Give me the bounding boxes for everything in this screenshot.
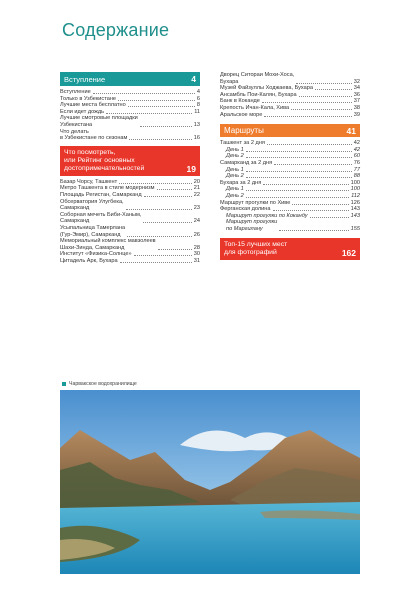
toc-entry-title: Обсерватория Улугбека, Самарканд (60, 198, 124, 212)
dot-leader (140, 126, 192, 127)
toc-entry-title: Ферганская долина (220, 206, 271, 213)
dot-leader (93, 93, 195, 94)
section-page-number: 41 (346, 125, 356, 136)
dot-leader (129, 139, 191, 140)
toc-entry-page: 11 (194, 108, 200, 115)
toc-entry-title: Банк в Коканде (220, 98, 260, 105)
toc-entry-page: 143 (350, 206, 360, 213)
toc-entry-title: Крепость Ичан-Кала, Хива (220, 104, 290, 111)
toc-entry-page: 100 (350, 186, 360, 193)
toc-section-sights-header[interactable] (60, 146, 200, 176)
toc-entry-title: Маршрут прогулки по Коканду (226, 212, 308, 219)
dot-leader (267, 144, 352, 145)
toc-entry-list (60, 179, 200, 265)
dot-leader (246, 151, 352, 152)
dot-leader (296, 83, 352, 84)
toc-entry-title: Базар Чорсу, Ташкент (60, 178, 118, 185)
toc-entry-page: 39 (353, 111, 360, 118)
toc-entry-page: 42 (353, 140, 360, 147)
toc-entry[interactable] (60, 89, 200, 96)
toc-section-intro-header[interactable] (60, 72, 200, 86)
toc-entry-page: 77 (353, 166, 360, 173)
section-title: Маршруты (224, 126, 264, 136)
dot-leader (246, 190, 349, 191)
toc-entry-page: 6 (196, 95, 200, 102)
toc-entry-page: 26 (193, 231, 200, 238)
toc-entry[interactable] (60, 199, 200, 212)
toc-entry-page: 22 (193, 191, 200, 198)
toc-entry-title: Маршрут прогулки по Хиве (220, 199, 291, 206)
toc-entry[interactable] (60, 225, 200, 238)
toc-entry-title: Музей Файзуллы Ходжаева, Бухара (220, 85, 314, 92)
toc-entry[interactable] (60, 212, 200, 225)
toc-entry[interactable] (220, 153, 360, 160)
toc-entry-page: 60 (353, 153, 360, 160)
toc-entry[interactable] (60, 102, 200, 109)
section-title: Топ-15 лучших мест для фотографий (224, 241, 288, 257)
toc-entry[interactable] (220, 180, 360, 187)
toc-entry-title: Маршрут прогулки по Маргилану (226, 219, 278, 232)
toc-entry-page: 112 (351, 192, 360, 199)
toc-entry-title: День 1 (226, 146, 244, 153)
toc-entry-page: 100 (350, 179, 360, 186)
dot-leader (128, 106, 195, 107)
dot-leader (274, 164, 352, 165)
dot-leader (299, 96, 352, 97)
toc-entry-page: 126 (350, 199, 360, 206)
toc-section-photo-spots-header[interactable] (220, 238, 360, 260)
toc-entry[interactable] (220, 173, 360, 180)
toc-entry-list (60, 89, 200, 142)
toc-entry-title: Если идет дождь (60, 108, 105, 115)
section-title: Что посмотреть, или Рейтинг основных достопримечательностей (64, 148, 145, 172)
page-title: Содержание (62, 20, 170, 40)
toc-entry-page: 31 (193, 257, 200, 264)
section-page-number: 162 (341, 248, 356, 259)
dot-leader (126, 209, 192, 210)
toc-entry-page: 37 (353, 98, 360, 105)
toc-entry[interactable] (220, 200, 360, 207)
toc-entry-list (220, 140, 360, 232)
toc-entry[interactable] (220, 167, 360, 174)
photo-caption-text: Чарвакское водохранилище (69, 381, 137, 387)
toc-entry[interactable] (220, 85, 360, 92)
toc-entry-page: 16 (193, 135, 200, 142)
toc-entry-title: Институт «Физика-Солнце» (60, 251, 132, 258)
toc-entry-title: Бухара за 2 дня (220, 179, 262, 186)
toc-entry[interactable] (60, 115, 200, 128)
toc-entry-title: Усыпальница Тамерлана (Гур-Эмир), Самарканд (60, 224, 126, 238)
toc-entry-title: День 2 (226, 192, 244, 199)
dot-leader (127, 236, 192, 237)
toc-entry-page: 42 (353, 146, 360, 153)
section-title: Вступление (64, 74, 106, 84)
reservoir-photo (60, 390, 360, 574)
toc-entry-title: Аральское море (220, 111, 263, 118)
toc-entry[interactable] (220, 186, 360, 193)
toc-entry[interactable] (220, 105, 360, 112)
dot-leader (279, 230, 348, 231)
dot-leader (143, 222, 191, 223)
toc-entry[interactable] (220, 112, 360, 119)
dot-leader (246, 177, 352, 178)
toc-entry[interactable] (220, 206, 360, 213)
toc-entry[interactable] (60, 96, 200, 103)
toc-entry[interactable] (220, 193, 360, 200)
dot-leader (134, 255, 192, 256)
toc-section-routes-header[interactable] (220, 124, 360, 137)
toc-entry-title: Соборная мечеть Биби-Ханым, Самарканд (60, 211, 142, 225)
dot-leader (157, 189, 192, 190)
dot-leader (246, 197, 349, 198)
toc-entry-title: Самарканд за 2 дня (220, 159, 273, 166)
dot-leader (292, 204, 348, 205)
toc-entry[interactable] (220, 92, 360, 99)
toc-entry[interactable] (60, 185, 200, 192)
dot-leader (246, 171, 352, 172)
dot-leader (246, 157, 352, 158)
toc-entry-title: Только в Узбекистане (60, 95, 117, 102)
toc-entry[interactable] (220, 98, 360, 105)
toc-entry-page: 38 (353, 104, 360, 111)
toc-entry-page: 13 (193, 121, 200, 128)
dot-leader (310, 217, 349, 218)
toc-entry-page: 4 (196, 89, 200, 95)
toc-entry-page: 20 (193, 178, 200, 185)
toc-entry-title: День 1 (226, 166, 244, 173)
photo-caption (62, 381, 137, 387)
toc-entry-page: 34 (353, 85, 360, 92)
toc-entry-page: 28 (193, 244, 200, 251)
toc-entry[interactable] (220, 72, 360, 85)
section-page-number: 4 (191, 74, 196, 84)
dot-leader (158, 249, 192, 250)
toc-entry-title: Ташкент за 2 дня (220, 140, 265, 147)
toc-entry-page: 21 (193, 185, 200, 192)
toc-entry-page: 155 (350, 225, 360, 232)
toc-right-column (220, 72, 360, 260)
dot-leader (264, 116, 351, 117)
dot-leader (106, 113, 192, 114)
toc-entry-page: 23 (193, 205, 200, 212)
toc-entry[interactable] (220, 213, 360, 220)
toc-entry-title: День 1 (226, 186, 244, 193)
toc-entry[interactable] (60, 179, 200, 186)
toc-entry-title: День 2 (226, 173, 244, 180)
toc-entry-title: Лучшие места бесплатно (60, 102, 126, 109)
dot-leader (263, 184, 348, 185)
dot-leader (262, 102, 352, 103)
toc-entry[interactable] (60, 129, 200, 142)
toc-entry[interactable] (60, 192, 200, 199)
toc-entry-title: Лучшие смотровые площадки Узбекистана (60, 115, 138, 128)
toc-entry-title: День 2 (226, 153, 244, 160)
toc-entry-page: 30 (193, 251, 200, 258)
toc-entry[interactable] (220, 160, 360, 167)
toc-entry[interactable] (220, 140, 360, 147)
dot-leader (118, 100, 195, 101)
toc-entry-title: Ансамбль Пои-Калян, Бухара (220, 91, 297, 98)
toc-entry-title: Что делать в Узбекистане по сезонам (60, 128, 128, 142)
section-page-number: 19 (186, 163, 196, 174)
toc-entry-list (220, 72, 360, 118)
toc-entry-title: Метро Ташкента в стиле модернизм (60, 185, 155, 192)
toc-entry-title: Площадь Регистан, Самарканд (60, 191, 142, 198)
toc-entry-title: Дворец Ситораи Мохи-Хоса, Бухара (220, 72, 295, 85)
caption-bullet-icon (62, 382, 66, 386)
toc-entry-title: Вступление (60, 89, 91, 95)
toc-entry[interactable] (60, 238, 200, 251)
toc-entry-page: 32 (353, 78, 360, 85)
toc-entry-page: 88 (353, 173, 360, 180)
reservoir-landscape-image (60, 390, 360, 574)
toc-entry[interactable] (60, 251, 200, 258)
dot-leader (273, 210, 349, 211)
dot-leader (144, 196, 192, 197)
toc-entry-title: Мемориальный комплекс мавзолеев Шахи-Зинда, Самарканд (60, 238, 156, 251)
dot-leader (291, 109, 352, 110)
toc-entry-page: 24 (193, 218, 200, 225)
dot-leader (315, 89, 352, 90)
toc-entry-page: 76 (353, 159, 360, 166)
toc-entry-page: 36 (353, 91, 360, 98)
dot-leader (120, 262, 192, 263)
toc-entry[interactable] (60, 258, 200, 265)
toc-entry-page: 143 (350, 212, 360, 219)
toc-entry[interactable] (220, 147, 360, 154)
dot-leader (119, 183, 192, 184)
toc-entry[interactable] (60, 109, 200, 116)
toc-entry[interactable] (220, 219, 360, 232)
toc-left-column (60, 72, 200, 268)
toc-entry-title: Цитадель Арк, Бухара (60, 257, 118, 264)
toc-entry-page: 8 (196, 102, 200, 109)
